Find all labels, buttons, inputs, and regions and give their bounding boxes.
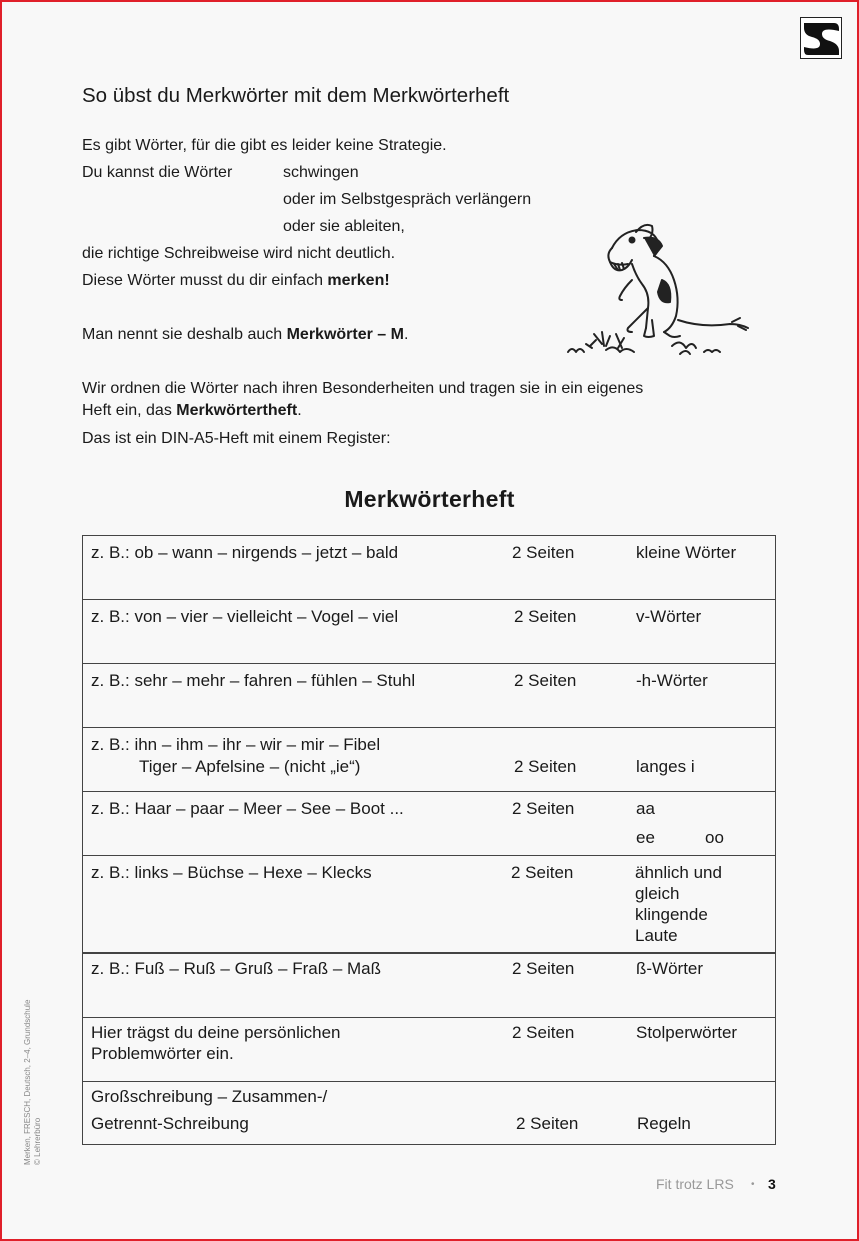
row-category: gleich: [635, 884, 680, 903]
table-row: [83, 1018, 775, 1082]
row-examples-continued: Getrennt-Schreibung: [91, 1114, 249, 1133]
intro-line: Das ist ein DIN-A5-Heft mit einem Register:: [82, 430, 391, 447]
emphasis: Merkwörter – M: [286, 326, 404, 343]
row-category: v-Wörter: [636, 607, 702, 626]
table-row: [83, 1082, 775, 1144]
emphasis: Merkwörtertheft: [176, 402, 298, 419]
page-number: 3: [768, 1176, 776, 1192]
row-category: ß-Wörter: [636, 959, 704, 978]
row-pages: 2 Seiten: [512, 543, 575, 562]
row-pages: 2 Seiten: [511, 863, 574, 882]
intro-line: Wir ordnen die Wörter nach ihren Besonderheiten und tragen sie in ein eigenes: [82, 380, 644, 397]
intro-line: Man nennt sie deshalb auch Merkwörter – M.: [82, 326, 409, 343]
dog-illustration-icon: [562, 220, 756, 365]
row-pages: 2 Seiten: [512, 799, 575, 818]
register-table: [82, 535, 776, 1145]
row-category: ee: [636, 828, 655, 847]
row-examples-continued: Problemwörter ein.: [91, 1044, 234, 1063]
row-category: aa: [636, 799, 655, 818]
intro-line: schwingen: [283, 164, 359, 181]
row-examples: z. B.: sehr – mehr – fahren – fühlen – Stuhl: [91, 671, 416, 690]
row-examples: z. B.: Fuß – Ruß – Gruß – Fraß – Maß: [91, 959, 382, 978]
intro-line: Diese Wörter musst du dir einfach merken!: [82, 272, 390, 289]
footer-title: Fit trotz LRS: [656, 1176, 734, 1192]
table-row: [83, 728, 775, 792]
row-category: ähnlich und: [635, 863, 722, 882]
row-pages: 2 Seiten: [514, 607, 577, 626]
row-examples: Großschreibung – Zusammen-/: [91, 1087, 328, 1106]
row-examples: z. B.: ob – wann – nirgends – jetzt – bald: [91, 543, 399, 562]
table-row: [83, 856, 775, 954]
page-title: So übst du Merkwörter mit dem Merkwörterheft: [82, 84, 510, 107]
row-category: Stolperwörter: [636, 1023, 738, 1042]
table-row: [83, 600, 775, 664]
row-category: -h-Wörter: [636, 671, 708, 690]
row-pages: 2 Seiten: [512, 1023, 575, 1042]
row-pages: 2 Seiten: [512, 959, 575, 978]
intro-line: oder sie ableiten,: [283, 218, 405, 235]
row-examples: z. B.: von – vier – vielleicht – Vogel – viel: [91, 607, 399, 626]
row-category: langes i: [636, 757, 695, 776]
row-category: kleine Wörter: [636, 543, 737, 562]
footer-separator: •: [751, 1179, 755, 1190]
emphasis: merken!: [327, 272, 390, 289]
intro-line: die richtige Schreibweise wird nicht deutlich.: [82, 245, 396, 262]
table-row: [83, 536, 775, 600]
intro-line: oder im Selbstgespräch verlängern: [283, 191, 532, 208]
table-row: [83, 664, 775, 728]
publisher-logo-icon: [800, 17, 842, 59]
intro-line: Du kannst die Wörter: [82, 164, 233, 181]
sidenote-line: © Lehrerbüro: [33, 1117, 42, 1165]
row-category: klingende: [635, 905, 708, 924]
row-category: Regeln: [637, 1114, 691, 1133]
row-examples: z. B.: ihn – ihm – ihr – wir – mir – Fibel: [91, 735, 381, 754]
intro-line: Heft ein, das Merkwörtertheft.: [82, 402, 302, 419]
row-examples: z. B.: links – Büchse – Hexe – Klecks: [91, 863, 372, 882]
table-heading: Merkwörterheft: [344, 486, 515, 512]
sidenote-line: Merken, FRESCH, Deutsch, 2–4, Grundschule: [23, 999, 32, 1165]
table-row: [83, 954, 775, 1018]
intro-line: Es gibt Wörter, für die gibt es leider keine Strategie.: [82, 137, 447, 154]
row-examples: z. B.: Haar – paar – Meer – See – Boot ...: [91, 799, 404, 818]
row-pages: 2 Seiten: [514, 757, 577, 776]
copyright-sidenote: [23, 1000, 43, 1165]
row-examples: Hier trägst du deine persönlichen: [91, 1023, 341, 1042]
row-examples-continued: Tiger – Apfelsine – (nicht „ie“): [139, 757, 361, 776]
row-category: Laute: [635, 926, 678, 945]
table-row: [83, 792, 775, 856]
row-category: oo: [705, 828, 724, 847]
row-pages: 2 Seiten: [514, 671, 577, 690]
row-pages: 2 Seiten: [516, 1114, 579, 1133]
